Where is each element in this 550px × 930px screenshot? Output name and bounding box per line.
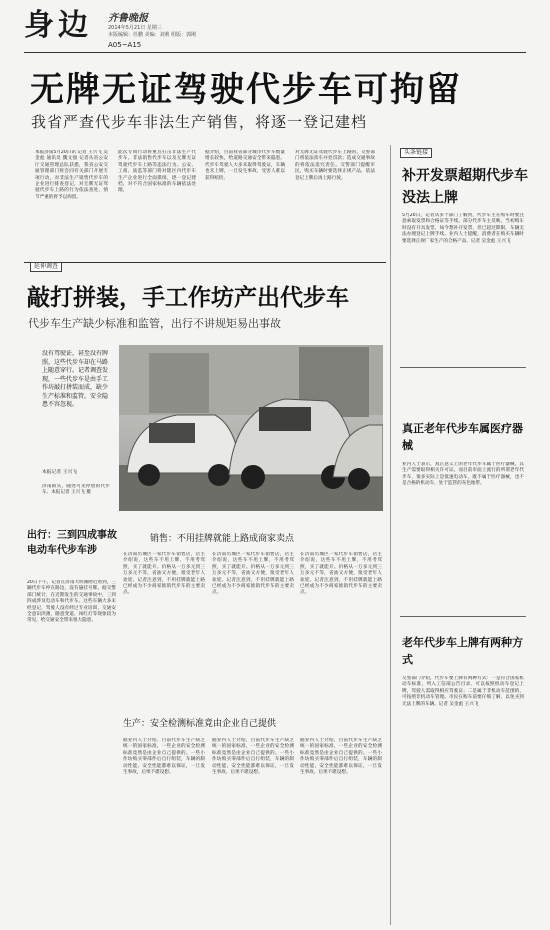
page-range: A05~A15: [108, 41, 142, 49]
sales-body-3: 在济南历城区一家代步车销售店，店主介绍说，这些车不用上牌，不用考驾照，买了就能开。价格从一万多元到三万多元不等，省油又方便，很受老年人欢迎。记者注意到，不用挂牌就能上路已经成为不少商家推销代步车的主要卖点。: [300, 552, 382, 596]
feature-headline: 敲打拼装，手工作坊产出代步车: [27, 285, 349, 311]
lead-column-4: 对无牌无证驾驶代步车上路的，交警部门将依法扣车并处罚款；造成交通事故的将依法追究责任。交警部门提醒市民，购买车辆时要选择正规产品，依法登记上牌后再上路行驶。: [295, 150, 375, 181]
sidebar-mid-body: 业内人士表示，真正意义上的老年代步车属于医疗器械，其生产需要取得相关许可证。而目前市面上流行的所谓老年代步车，很多实际上是低速电动车，既不属于医疗器械，也不是合格的机动车，处于监管的灰色地带。: [402, 462, 524, 487]
street-photo: [119, 345, 383, 511]
sidebar-top-body: 5月20日，记者从多个部门了解到，代步车主在购车时要注意索取发票和合格证等手续。部分代步车主反映，当初购车时没有开具发票，如今想补开发票，但已超过期限，车辆无法办理登记上牌手续。业内人士提醒，消费者在购买车辆时要选择正规厂家生产的合格产品。记者 吴金彪 王兴飞: [402, 213, 524, 244]
sales-body-1: 在济南历城区一家代步车销售店，店主介绍说，这些车不用上牌，不用考驾照，买了就能开。价格从一万多元到三万多元不等，省油又方便，很受老年人欢迎。记者注意到，不用挂牌就能上路已经成为不少商家推销代步车的主要卖点。: [123, 552, 205, 596]
lead-subhead: 我省严查代步车非法生产销售，将逐一登记建档: [31, 113, 368, 131]
side-left-headline: 出行：三到四成事故电动车代步车涉: [27, 530, 117, 556]
photo-caption: 济南街头，随处可见停放的代步车。本报记者 王兴飞 摄: [42, 484, 110, 496]
production-body-3: 据业内人士介绍，目前代步车生产缺乏统一的国家标准，一些企业的安全检测标准竟然是由企业自己提供的。一些小作坊购买零部件后自行组装，车辆的制动性能、安全性能都难以保证，一旦发生事故，后果不堪设想。: [300, 738, 382, 776]
photo-scene: [119, 345, 383, 511]
lead-column-2: 此次专项行动将重点打击非法生产代步车、非法销售代步车以及无牌无证驾驶代步车上路等违法行为。公安、工商、质监等部门将对辖区内代步车生产企业进行全面摸排，逐一登记建档，对不符合国家标准的车辆依法处理。: [118, 150, 196, 194]
sidebar-bottom-body: 交警部门介绍，代步车要上牌有两种方式：一是符合国家机动车标准，列入工信部公告目录，可以按照机动车登记上牌，驾驶人需取得相应驾驶证；二是属于非机动车范围的，可按照非机动车管理。市民在购车前要仔细了解，以免买到无法上牌的车辆。记者 吴金彪 王兴飞: [402, 676, 524, 707]
paper-name: 齐鲁晚报: [108, 13, 148, 24]
production-headline: 生产：安全检测标准竟由企业自己提供: [123, 719, 277, 729]
production-body-2: 据业内人士介绍，目前代步车生产缺乏统一的国家标准，一些企业的安全检测标准竟然是由企业自己提供的。一些小作坊购买零部件后自行组装，车辆的制动性能、安全性能都难以保证，一旦发生事故，后果不堪设想。: [212, 738, 294, 776]
production-body-1: 据业内人士介绍，目前代步车生产缺乏统一的国家标准，一些企业的安全检测标准竟然是由企业自己提供的。一些小作坊购买零部件后自行组装，车辆的制动性能、安全性能都难以保证，一旦发生事故，后果不堪设想。: [123, 738, 205, 776]
feature-kicker: 延伸调查: [30, 262, 62, 272]
feature-byline: 本报记者 王兴飞: [42, 470, 78, 475]
sidebar-mid-headline: 真正老年代步车属医疗器械: [402, 422, 523, 452]
feature-rule: [24, 262, 386, 263]
masthead-rule: [24, 52, 526, 53]
feature-intro: 没有驾驶证，甚至没有牌照，这些代步车却在马路上随意穿行。记者调查发现，一些代步车是由手工作坊敲打拼装而成，缺少生产标准和监管，安全隐患不容忽视。: [42, 350, 108, 408]
sidebar-top-headline: 补开发票超期代步车没法上牌: [402, 168, 528, 206]
sidebar-kicker: 头条链接: [400, 148, 432, 158]
sales-headline: 销售：不用挂牌就能上路成商家卖点: [150, 534, 295, 544]
sidebar-rule-1: [400, 367, 526, 368]
date-line: 2014年5月21日 星期三: [108, 25, 162, 31]
sidebar-rule-2: [400, 616, 526, 617]
sidebar-divider: [390, 145, 391, 925]
sidebar-bottom-headline: 老年代步车上牌有两种方式: [402, 636, 523, 666]
section-title: 身边: [24, 8, 92, 43]
editor-line: 本版编辑：任鹏 美编：刘莉 组版：郭刚: [108, 32, 197, 38]
lead-column-3: 据介绍，目前我省部分城市代步车数量增长较快，给道路交通安全带来隐患。代步车驾驶人大多未取得驾驶证，车辆也未上牌，一旦发生事故，受害人难以获得赔偿。: [205, 150, 285, 181]
sales-body-2: 在济南历城区一家代步车销售店，店主介绍说，这些车不用上牌，不用考驾照，买了就能开。价格从一万多元到三万多元不等，省油又方便，很受老年人欢迎。记者注意到，不用挂牌就能上路已经成为不少商家推销代步车的主要卖点。: [212, 552, 294, 596]
lead-headline: 无牌无证驾驶代步车可拘留: [30, 70, 462, 110]
side-left-body: 20日下午，记者在济南大明湖附近看到，三辆代步车停在路边，没有悬挂号牌。据交警部门统计，在近期发生的交通事故中，三到四成涉及电动车和代步车。这些车辆大多未经登记，驾驶人没有经过专业培训，交通安全意识淡薄，随意变道、闯红灯等现象较为常见，给交通安全带来很大隐患。: [27, 580, 116, 624]
lead-column-1: 本报济南5月20日讯 记者 王兴飞 吴金彪 通讯员 魏文强 记者从省公安厅交通管理总队获悉，我省公安交通管理部门将会同有关部门开展专项行动，对非法生产销售代步车的企业进行排查登记，对无牌无证驾驶代步车上路的行为依法查处，情节严重的将予以拘留。: [35, 150, 108, 200]
feature-subhead: 代步车生产缺少标准和监管，出行不讲规矩易出事故: [28, 317, 281, 330]
